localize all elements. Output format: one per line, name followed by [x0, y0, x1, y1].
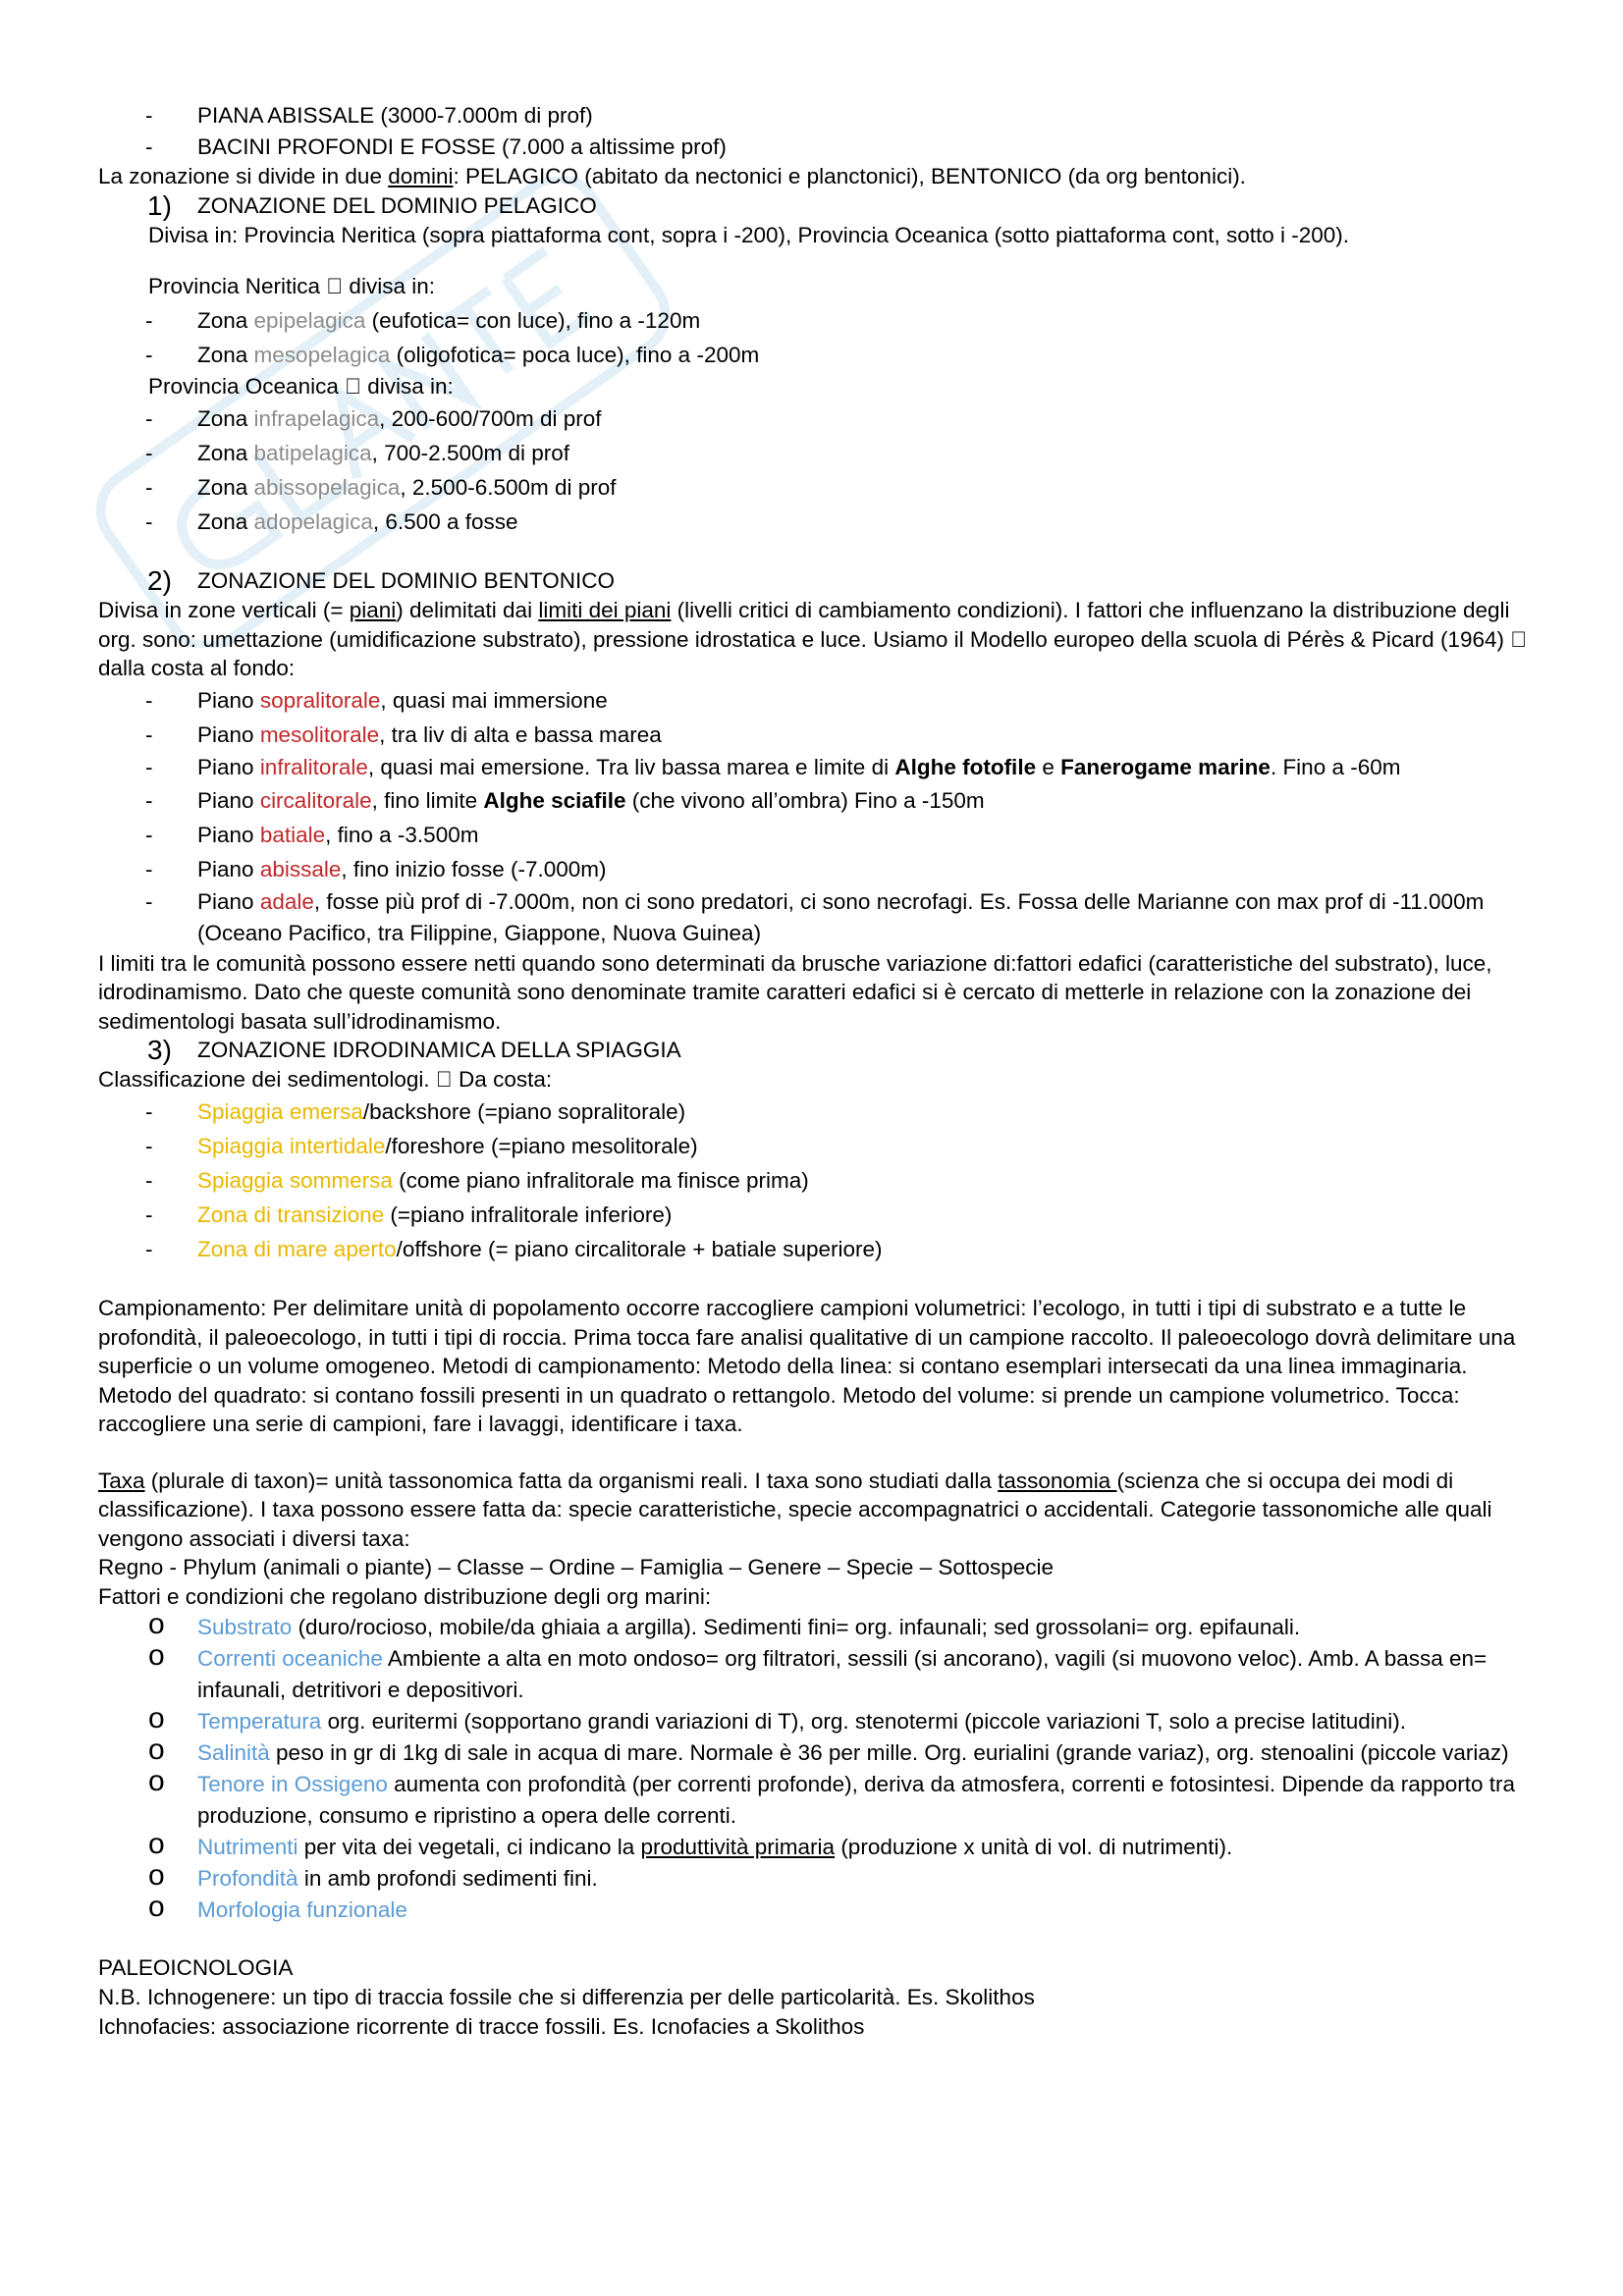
- list-item: - Zona mesopelagica (oligofotica= poca luce), fino a -200m: [98, 338, 1542, 372]
- list-item: - Zona di transizione (=piano infralitorale inferiore): [98, 1198, 1542, 1232]
- list-item: o Salinità peso in gr di 1kg di sale in acqua di mare. Normale è 36 per mille. Org. eurialini (grande variaz), org. stenoalini (piccole variaz): [98, 1737, 1542, 1769]
- list-item: o Correnti oceaniche Ambiente a alta en moto ondoso= org filtratori, sessili (si ancorano), vagili (si muovono veloc). Amb. A bassa en= infaunali, detritivori e depositivori.: [98, 1643, 1542, 1706]
- list-item: o Morfologia funzionale: [98, 1895, 1542, 1926]
- paragraph: I limiti tra le comunità possono essere netti quando sono determinati da brusche variazione di:fattori edafici (caratteristiche del substrato), luce, idrodinamismo. Dato che queste comunità sono denominate tramite caratteri edafici si è cercato di metterle in relazione con la zonazione dei sedimentologi basata sull’idrodinamismo.: [98, 950, 1492, 1034]
- paragraph: Ichnofacies: associazione ricorrente di tracce fossili. Es. Icnofacies a Skolithos: [98, 2014, 865, 2039]
- list-item: - Zona di mare aperto/offshore (= piano circalitorale + batiale superiore): [98, 1232, 1542, 1266]
- section-heading: 3) ZONAZIONE IDRODINAMICA DELLA SPIAGGIA: [147, 1035, 681, 1065]
- paragraph: Divisa in zone verticali (= piani) delimitati dai limiti dei piani (livelli critici di cambiamento condizioni). I fattori che influenzano la distribuzione degli org. sono: umettazione (umidificazione substrato), pressione idrostatica e luce. Usiamo il Modello europeo della scuola di Pérès & Picard (1964) dalla costa al fondo:: [98, 598, 1510, 680]
- paragraph: La zonazione si divide in due domini: PELAGICO (abitato da nectonici e planctonici), BENTONICO (da org bentonici).: [98, 164, 1246, 188]
- list-item: o Nutrimenti per vita dei vegetali, ci indicano la produttività primaria (produzione x unità di vol. di nutrimenti).: [98, 1832, 1542, 1863]
- list-item: - Zona infrapelagica, 200-600/700m di prof: [98, 401, 1542, 436]
- list-item: - Spiaggia sommersa (come piano infralitorale ma finisce prima): [98, 1163, 1542, 1198]
- list-item: - PIANA ABISSALE (3000-7.000m di prof): [98, 98, 1542, 133]
- list-item: o Temperatura org. euritermi (sopportano grandi variazioni di T), org. stenotermi (piccole variazioni T, solo a precise latitudini).: [98, 1706, 1542, 1737]
- paragraph: Taxa (plurale di taxon)= unità tassonomica fatta da organismi reali. I taxa sono studiati dalla tassonomia (scienza che si occupa dei modi di classificazione). I taxa possono essere fatta da: specie caratteristiche, specie accompagnatrici o accidentali. Categorie tassonomiche alle quali vengono associati i diversi taxa:: [98, 1468, 1492, 1551]
- list-item: - Piano infralitorale, quasi mai emersione. Tra liv bassa marea e limite di Alghe fotofile e Fanerogame marine. Fino a -60m: [98, 752, 1542, 783]
- section-heading: 2) ZONAZIONE DEL DOMINIO BENTONICO: [147, 565, 616, 596]
- list-item: - Piano abissale, fino inizio fosse (-7.000m): [98, 852, 1542, 886]
- paragraph: Divisa in: Provincia Neritica (sopra piattaforma cont, sopra i -200), Provincia Oceanica (sotto piattaforma cont, sotto i -200).: [148, 223, 1350, 247]
- list-item: - Piano adale, fosse più prof di -7.000m, non ci sono predatori, ci sono necrofagi. Es. Fossa delle Marianne con max prof di -11.000m (Oceano Pacifico, tra Filippine, Giappone, Nuova Guinea): [98, 886, 1542, 949]
- paragraph: Classificazione dei sedimentologi. Da costa:: [98, 1067, 529, 1092]
- list-item: - Piano sopralitorale, quasi mai immersione: [98, 683, 1542, 718]
- list-item: - Zona batipelagica, 700-2.500m di prof: [98, 436, 1542, 470]
- list-item: - Zona abissopelagica, 2.500-6.500m di prof: [98, 470, 1542, 505]
- paragraph: Provincia Neritica divisa in:: [148, 274, 412, 298]
- paragraph: Fattori e condizioni che regolano distribuzione degli org marini:: [98, 1584, 712, 1609]
- paragraph: Provincia Oceanica divisa in:: [148, 374, 431, 399]
- paragraph: Campionamento: Per delimitare unità di popolamento occorre raccogliere campioni volumetrici: l’ecologo, in tutti i tipi di substrato e a tutte le profondità, il paleoecologo, in tutti i tipi di roccia. Prima tocca fare analisi qualitative di un campione raccolto. Il paleoecologo dovrà delimitare una superficie o un volume omogeneo. Metodi di campionamento: Metodo della linea: si contano esemplari intersecati da una linea immaginaria. Metodo del quadrato: si contano fossili presenti in un quadrato o rettangolo. Metodo del volume: si prende un campione volumetrico. Tocca: raccogliere una serie di campioni, fare i lavaggi, identificare i taxa.: [98, 1296, 1516, 1436]
- list-item: - Zona epipelagica (eufotica= con luce), fino a -120m: [98, 303, 1542, 338]
- section-heading: 1) ZONAZIONE DEL DOMINIO PELAGICO: [147, 190, 597, 221]
- list-item: - Piano mesolitorale, tra liv di alta e bassa marea: [98, 718, 1542, 752]
- list-item: o Tenore in Ossigeno aumenta con profondità (per correnti profonde), deriva da atmosfera, correnti e fotosintesi. Dipende da rapporto tra produzione, consumo e ripristino a opera delle correnti.: [98, 1769, 1542, 1832]
- document-page: [98, 98, 1542, 2042]
- list-item: - Zona adopelagica, 6.500 a fosse: [98, 505, 1542, 539]
- section-heading: PALEOICNOLOGIA: [98, 1955, 294, 1980]
- list-item: - Piano circalitorale, fino limite Alghe sciafile (che vivono all’ombra) Fino a -150m: [98, 783, 1542, 818]
- paragraph: Regno - Phylum (animali o piante) – Classe – Ordine – Famiglia – Genere – Specie – Sottospecie: [98, 1555, 1055, 1579]
- list-item: - BACINI PROFONDI E FOSSE (7.000 a altissime prof): [98, 133, 1542, 162]
- list-item: - Piano batiale, fino a -3.500m: [98, 818, 1542, 852]
- list-item: - Spiaggia emersa/backshore (=piano sopralitorale): [98, 1095, 1542, 1129]
- list-item: o Substrato (duro/rocioso, mobile/da ghiaia a argilla). Sedimenti fini= org. infaunali; sed grossolani= org. epifaunali.: [98, 1612, 1542, 1643]
- paragraph: N.B. Ichnogenere: un tipo di traccia fossile che si differenzia per delle particolarità. Es. Skolithos: [98, 1985, 1035, 2009]
- list-item: - Spiaggia intertidale/foreshore (=piano mesolitorale): [98, 1129, 1542, 1163]
- list-item: o Profondità in amb profondi sedimenti fini.: [98, 1863, 1542, 1895]
